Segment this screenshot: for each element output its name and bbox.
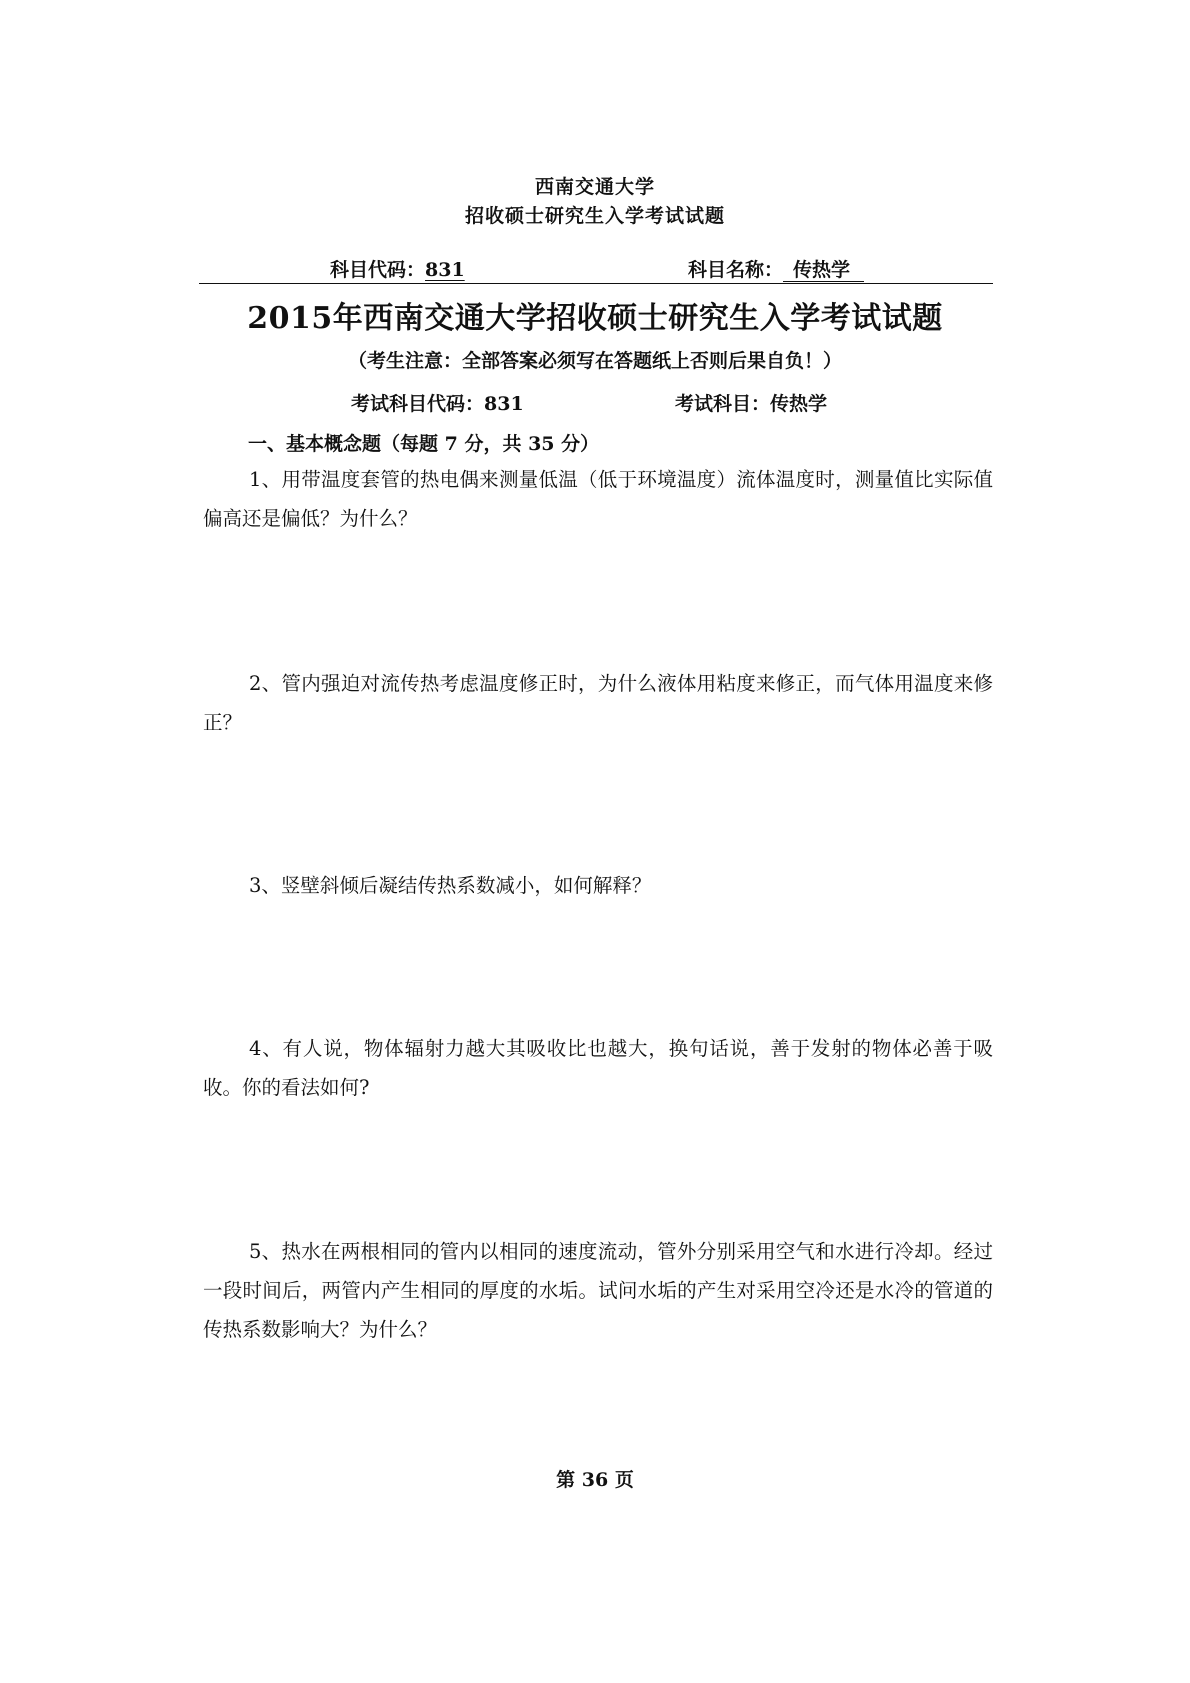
question-4: 4、有人说，物体辐射力越大其吸收比也越大，换句话说，善于发射的物体必善于吸收。你的看法如何?: [203, 1037, 993, 1099]
subject-name-label: 科目名称：: [688, 259, 784, 281]
question-3: 3、竖壁斜倾后凝结传热系数减小，如何解释？: [249, 874, 652, 897]
question-5: 5、热水在两根相同的管内以相同的速度流动，管外分别采用空气和水进行冷却。经过一段时间后，两管内产生相同的厚度的水垢。试问水垢的产生对采用空冷还是水冷的管道的传热系数影响大？为什么？: [203, 1240, 993, 1341]
header-subtitle: 招收硕士研究生入学考试试题: [464, 205, 725, 227]
section-title: 一、基本概念题（每题 7 分，共 35 分）: [248, 433, 600, 455]
subject-code-value: 831: [425, 259, 465, 281]
question-2: 2、管内强迫对流传热考虑温度修正时，为什么液体用粘度来修正，而气体用温度来修正？: [203, 672, 993, 734]
exam-code-value: 831: [484, 393, 524, 415]
candidate-notice: （考生注意：全部答案必须写在答题纸上否则后果自负！）: [347, 350, 842, 372]
exam-code-label: 考试科目代码：: [351, 393, 485, 415]
exam-subject-value: 传热学: [770, 393, 828, 415]
question-1: 1、用带温度套管的热电偶来测量低温（低于环境温度）流体温度时，测量值比实际值偏高还是偏低？为什么？: [203, 468, 993, 530]
subject-code-label: 科目代码：: [330, 259, 426, 281]
page-title: 2015年西南交通大学招收硕士研究生入学考试试题: [247, 301, 943, 336]
exam-subject-label: 考试科目：: [675, 393, 771, 415]
subject-name-value: 传热学: [783, 259, 864, 282]
page-number: 第 36 页: [556, 1469, 634, 1491]
header-school: 西南交通大学: [534, 176, 655, 198]
header-divider: [199, 283, 993, 284]
exam-code: [351, 389, 524, 416]
subject-name: [688, 255, 864, 282]
subject-code: [330, 255, 465, 282]
exam-subject: [675, 389, 827, 416]
